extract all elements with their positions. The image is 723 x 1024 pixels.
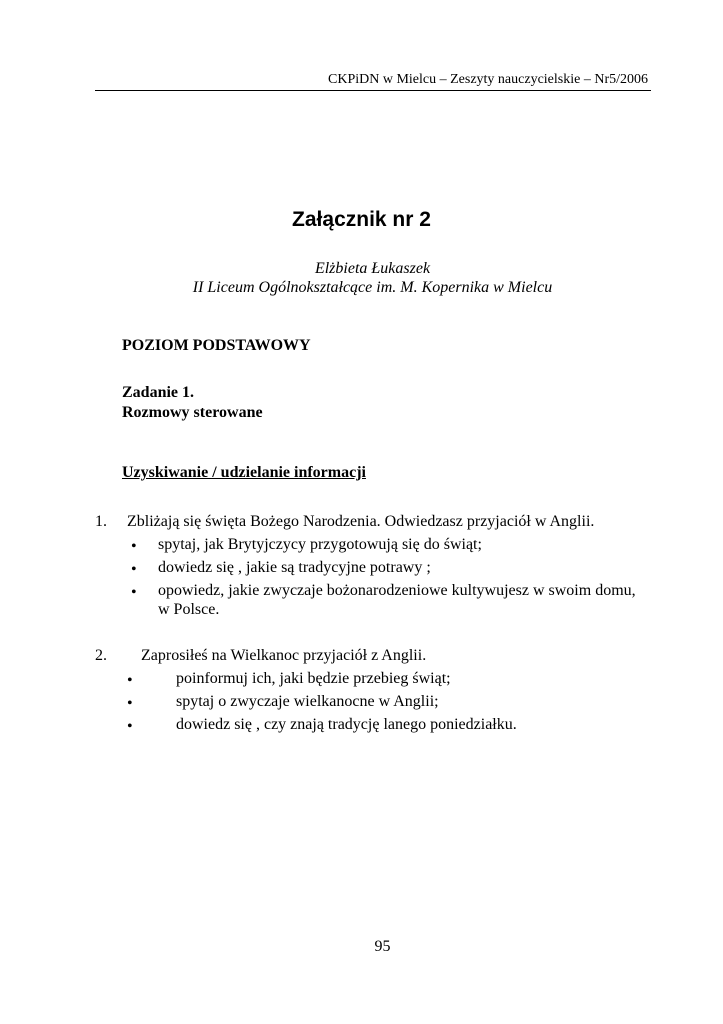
bullet-icon: • [131, 584, 137, 601]
item-number: 1. [95, 513, 107, 530]
bullet-icon: • [131, 561, 137, 578]
bullet-icon: • [127, 695, 133, 712]
page-number: 95 [374, 938, 391, 955]
item-text: Zaprosiłeś na Wielkanoc przyjaciół z Anglii. [141, 647, 427, 664]
item-number: 2. [95, 647, 107, 664]
header-rule [95, 90, 651, 91]
task-number: Zadanie 1. [122, 384, 195, 401]
bullet-icon: • [127, 672, 133, 689]
page-title: Załącznik nr 2 [292, 208, 431, 231]
task-name: Rozmowy sterowane [122, 404, 263, 421]
bullet-text: spytaj o zwyczaje wielkanocne w Anglii; [176, 693, 439, 710]
section-title: Uzyskiwanie / udzielanie informacji [122, 464, 366, 481]
running-header: CKPiDN w Mielcu – Zeszyty nauczycielskie – Nr5/2006 [328, 72, 648, 87]
bullet-text: spytaj, jak Brytyjczycy przygotowują się do świąt; [158, 536, 482, 553]
author-name: Elżbieta Łukaszek [314, 260, 431, 277]
bullet-icon: • [131, 538, 137, 555]
bullet-text: dowiedz się , jakie są tradycyjne potrawy ; [158, 559, 431, 576]
bullet-text-continuation: w Polsce. [158, 601, 220, 618]
bullet-text: dowiedz się , czy znają tradycję lanego poniedziałku. [176, 716, 517, 733]
bullet-icon: • [127, 718, 133, 735]
school-name: II Liceum Ogólnokształcące im. M. Kopernika w Mielcu [192, 279, 553, 296]
bullet-text: poinformuj ich, jaki będzie przebieg świąt; [176, 670, 451, 687]
item-text: Zbliżają się święta Bożego Narodzenia. Odwiedzasz przyjaciół w Anglii. [127, 513, 595, 530]
level-heading: POZIOM PODSTAWOWY [122, 337, 311, 354]
bullet-text: opowiedz, jakie zwyczaje bożonarodzeniowe kultywujesz w swoim domu, [158, 582, 636, 599]
